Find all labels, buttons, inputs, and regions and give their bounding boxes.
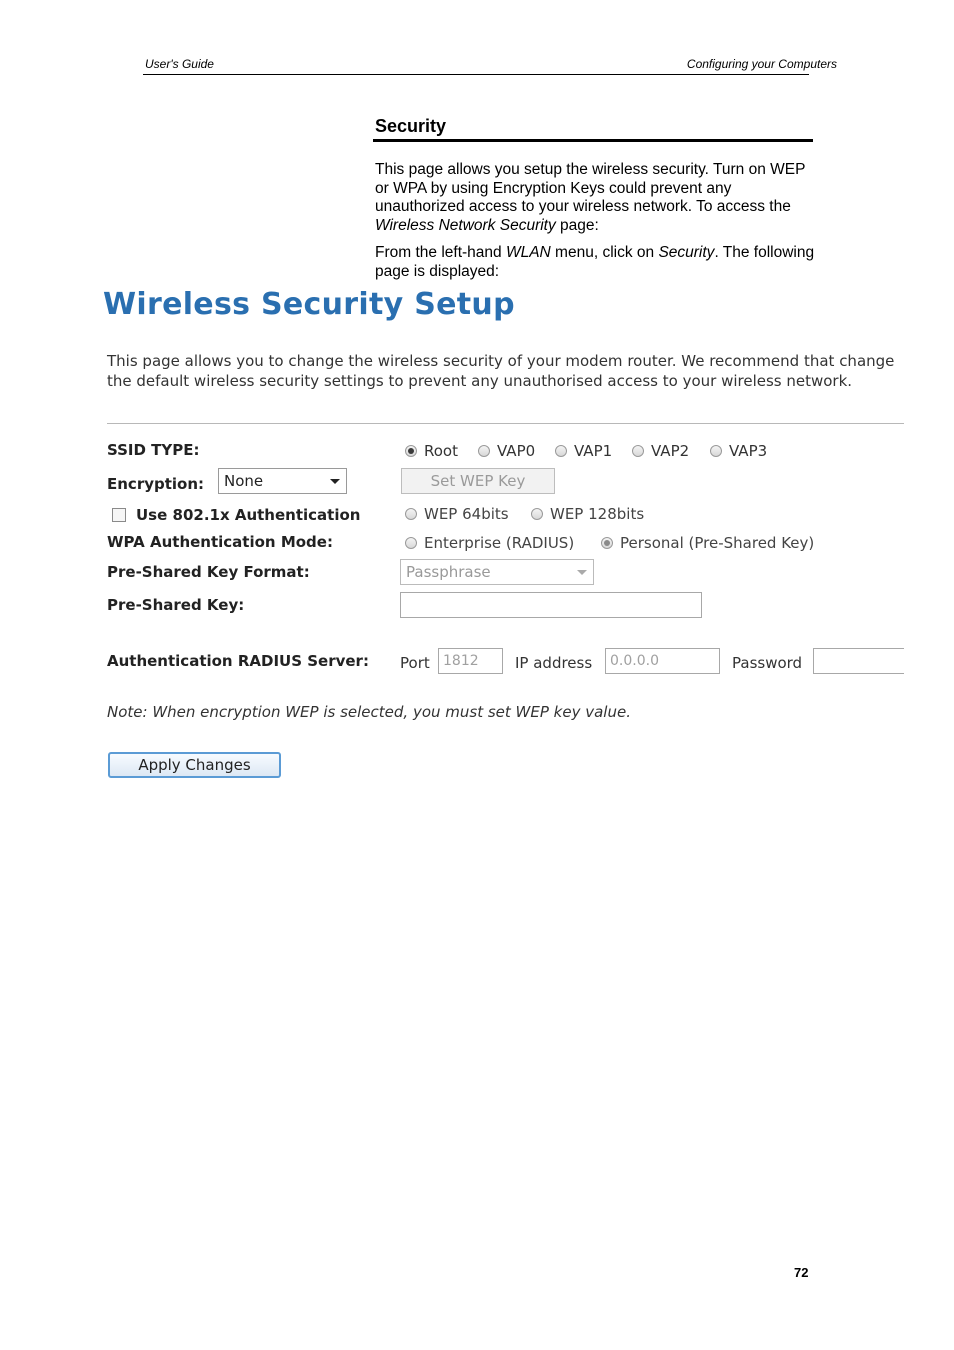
set-wep-key-button[interactable]: Set WEP Key (401, 468, 555, 494)
password-label: Password (732, 654, 803, 672)
radius-server-label: Authentication RADIUS Server: (107, 652, 369, 670)
port-label: Port (400, 654, 430, 672)
ssid-option-vap0[interactable]: VAP0 (478, 442, 535, 460)
ip-address-label: IP address (515, 654, 593, 672)
port-input[interactable]: 1812 (438, 648, 503, 674)
radio-selected-icon[interactable] (405, 445, 417, 457)
psk-label: Pre-Shared Key: (107, 596, 245, 614)
psk-input[interactable] (400, 592, 702, 618)
wep-128bits-option[interactable]: WEP 128bits (531, 505, 644, 523)
radio-icon[interactable] (405, 537, 417, 549)
section-paragraph-2: From the left-hand WLAN menu, click on Security. The following page is displayed: (375, 244, 815, 280)
encryption-select[interactable]: None (218, 468, 347, 494)
wep-note: Note: When encryption WEP is selected, you must set WEP key value. (107, 703, 631, 721)
ssid-option-root[interactable]: Root (405, 442, 458, 460)
wpa-enterprise-option[interactable]: Enterprise (RADIUS) (405, 534, 574, 552)
header-right: Configuring your Computers (686, 57, 837, 71)
section-rule (373, 139, 813, 142)
wpa-mode-label: WPA Authentication Mode: (107, 533, 333, 551)
encryption-label: Encryption: (107, 475, 205, 493)
header-rule (143, 74, 809, 75)
screen-divider (107, 423, 904, 424)
chevron-down-icon (577, 570, 587, 575)
screen-title: Wireless Security Setup (103, 287, 515, 322)
screen-intro: This page allows you to change the wireless security of your modem router. We recommend that change the default wireless security settings to prevent any unauthorised access to your wireless network. (107, 352, 895, 390)
wpa-personal-option[interactable]: Personal (Pre-Shared Key) (601, 534, 814, 552)
radio-icon[interactable] (555, 445, 567, 457)
apply-changes-button[interactable]: Apply Changes (108, 752, 281, 778)
use-8021x-label: Use 802.1x Authentication (136, 506, 361, 524)
ssid-option-vap2[interactable]: VAP2 (632, 442, 689, 460)
ssid-option-vap1[interactable]: VAP1 (555, 442, 612, 460)
psk-format-select[interactable]: Passphrase (400, 559, 594, 585)
radio-icon[interactable] (405, 508, 417, 520)
wep-64bits-option[interactable]: WEP 64bits (405, 505, 509, 523)
radio-icon[interactable] (710, 445, 722, 457)
password-input[interactable] (813, 648, 904, 674)
chevron-down-icon (330, 479, 340, 484)
radio-icon[interactable] (478, 445, 490, 457)
ip-address-input[interactable]: 0.0.0.0 (605, 648, 720, 674)
radio-icon[interactable] (632, 445, 644, 457)
radio-icon[interactable] (531, 508, 543, 520)
page-number: 72 (794, 1265, 809, 1280)
ssid-type-label: SSID TYPE: (107, 441, 200, 459)
checkbox-icon[interactable] (112, 508, 126, 522)
section-title: Security (375, 116, 447, 136)
radio-selected-icon[interactable] (601, 537, 613, 549)
ssid-option-vap3[interactable]: VAP3 (710, 442, 767, 460)
use-8021x-checkbox-row[interactable] (112, 506, 360, 524)
psk-format-label: Pre-Shared Key Format: (107, 563, 310, 581)
section-paragraph-1: This page allows you setup the wireless security. Turn on WEP or WPA by using Encryption Keys could prevent any unauthorized access to your wireless network. To access the Wireless Network Security page: (375, 161, 806, 234)
header-left: User's Guide (145, 57, 214, 71)
